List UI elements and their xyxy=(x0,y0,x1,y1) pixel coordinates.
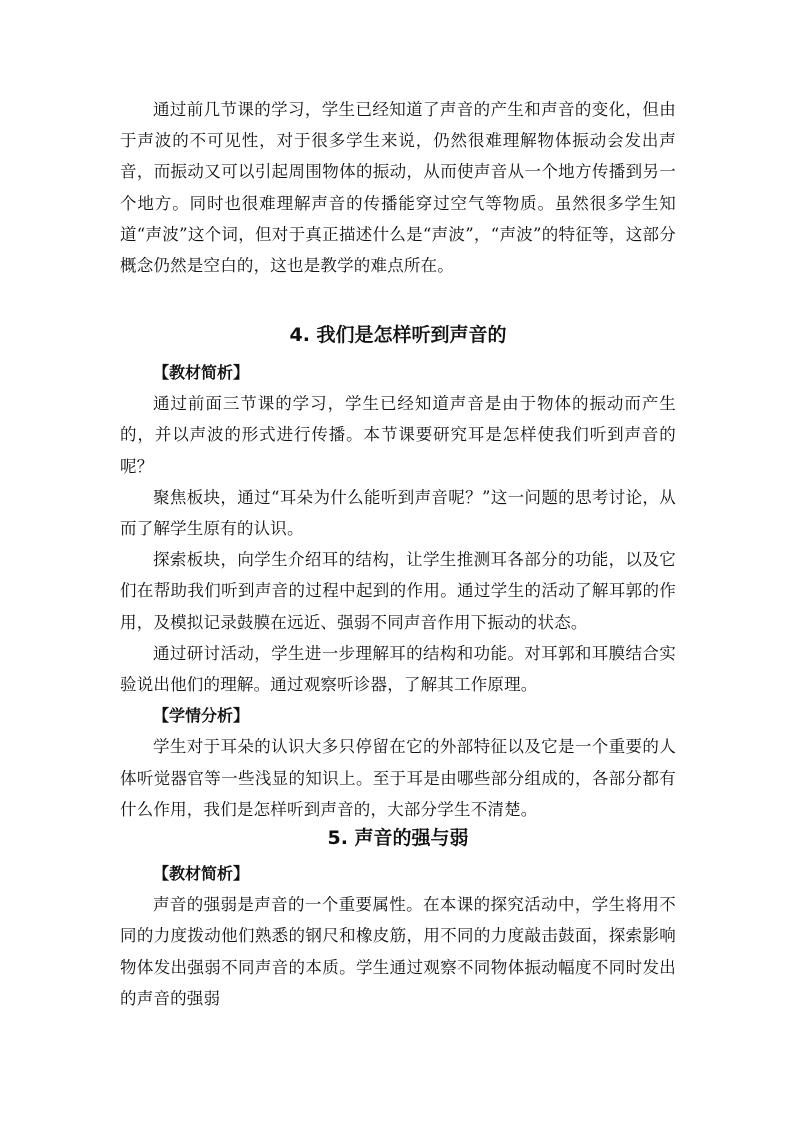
section-4-textbook-paragraph-1: 通过前面三节课的学习，学生已经知道声音是由于物体的振动而产生的，并以声波的形式进行传播。本节课要研究耳是怎样使我们听到声音的呢？ xyxy=(120,394,676,476)
section-5-title: 5. 声音的强与弱 xyxy=(327,827,469,849)
intro-paragraph: 通过前几节课的学习，学生已经知道了声音的产生和声音的变化，但由于声波的不可见性，对于很多学生来说，仍然很难理解物体振动会发出声音，而振动又可以引起周围物体的振动，从而使声音从一个地方传播到另一个地方。同时也很难理解声音的传播能穿过空气等物质。虽然很多学生知道“声波”这个词，但对于真正描述什么是“声波”，“声波”的特征等，这部分概念仍然是空白的，这也是教学的难点所在。 xyxy=(120,100,676,276)
section-5-body xyxy=(120,858,676,1014)
section-4-student-label: 【学情分析】 xyxy=(153,706,250,726)
section-4-textbook-paragraph-2: 聚焦板块，通过“耳朵为什么能听到声音呢？”这一问题的思考讨论，从而了解学生原有的认识。 xyxy=(120,487,676,539)
section-4-textbook-paragraph-4: 通过研讨活动，学生进一步理解耳的结构和功能。对耳郭和耳膜结合实验说出他们的理解。通过观察听诊器，了解其工作原理。 xyxy=(120,643,676,695)
section-4-student-paragraph-1: 学生对于耳朵的认识大多只停留在它的外部特征以及它是一个重要的人体听觉器官等一些浅显的知识上。至于耳是由哪些部分组成的，各部分都有什么作用，我们是怎样听到声音的，大部分学生不清楚。 xyxy=(120,737,676,819)
section-4-textbook-paragraph-3: 探索板块，向学生介绍耳的结构，让学生推测耳各部分的功能，以及它们在帮助我们听到声音的过程中起到的作用。通过学生的活动了解耳郭的作用，及模拟记录鼓膜在远近、强弱不同声音作用下振动的状态。 xyxy=(120,550,676,632)
section-4-title: 4. 我们是怎样听到声音的 xyxy=(289,324,507,346)
intro-block xyxy=(120,94,676,281)
section-5-textbook-paragraph-1: 声音的强弱是声音的一个重要属性。在本课的探究活动中，学生将用不同的力度拨动他们熟悉的钢尺和橡皮筋，用不同的力度敲击鼓面，探索影响物体发出强弱不同声音的本质。学生通过观察不同物体振动幅度不同时发出的声音的强弱 xyxy=(120,895,676,1008)
section-5-textbook-label: 【教材简析】 xyxy=(153,864,250,883)
section-4-body xyxy=(120,357,676,825)
section-4-textbook-label: 【教材简析】 xyxy=(153,363,250,382)
